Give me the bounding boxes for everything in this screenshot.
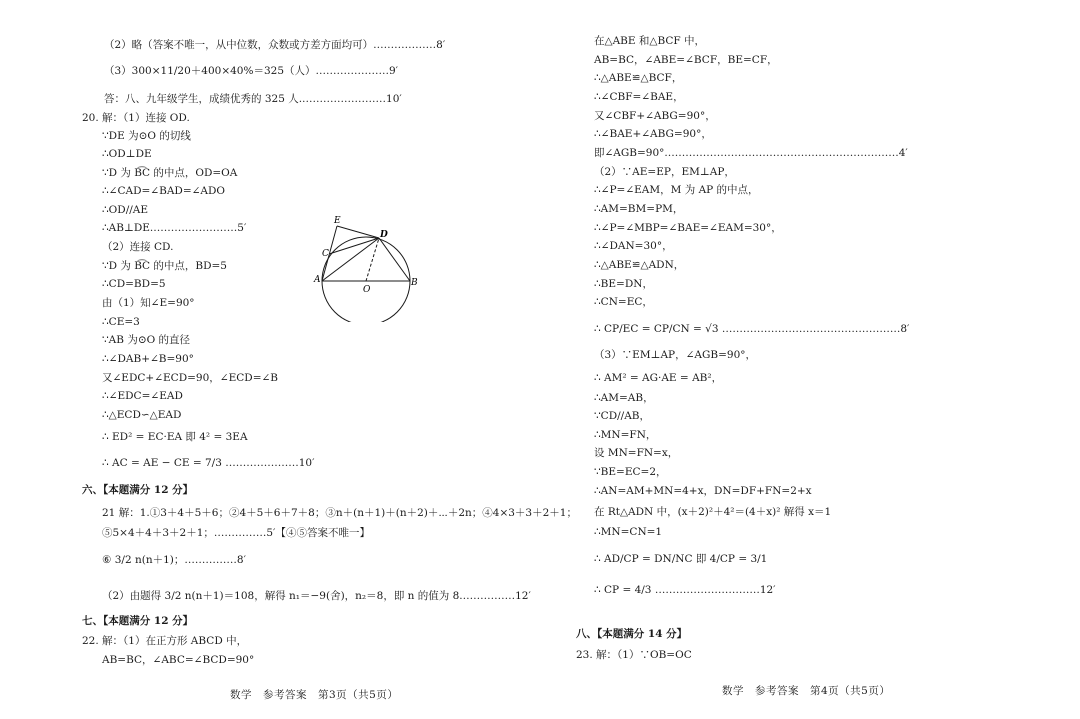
- answer-line: ∴BE=DN，: [594, 278, 653, 290]
- answer-line: （2）∵AE=EP，EM⊥AP，: [594, 166, 735, 178]
- answer-line: ∴AM=AB，: [594, 392, 654, 404]
- answer-line: 21 解：1.①3＋4＋5＋6；②4＋5＋6＋7＋8；③n＋(n＋1)＋(n＋2)＋⋯＋2n；④4×3＋3＋2＋1；: [102, 507, 577, 519]
- answer-line: 又∠CBF+∠ABG=90°，: [594, 110, 716, 122]
- answer-line: ∴ AM² = AG·AE = AB²，: [594, 372, 723, 384]
- right-page: [540, 0, 1080, 719]
- page-footer: 数学 参考答案 第4页（共5页）: [722, 685, 891, 697]
- answer-line: （2）连接 CD.: [102, 241, 174, 253]
- answer-line: ⑥ 3/2 n(n＋1)；……………8′: [102, 554, 246, 566]
- answer-line: 20. 解：（1）连接 OD.: [82, 112, 190, 124]
- answer-line: ∵BE=EC=2，: [594, 466, 667, 478]
- page-footer: 数学 参考答案 第3页（共5页）: [230, 689, 399, 701]
- answer-line: ∴△ABE≌△BCF，: [594, 72, 683, 84]
- answer-line: ∴CD=BD=5: [102, 278, 166, 290]
- line-od: [366, 238, 379, 281]
- answer-line: ⑤5×4＋4＋3＋2＋1；……………5′【④⑤答案不唯一】: [102, 527, 370, 539]
- answer-line: （3）∵EM⊥AP，∠AGB=90°，: [594, 349, 757, 361]
- section-heading: 八、【本题满分 14 分】: [576, 628, 688, 640]
- label-e: E: [334, 216, 341, 226]
- answer-line: ∴OD⊥DE: [102, 148, 152, 160]
- label-c: C: [322, 249, 329, 259]
- answer-line: ∴ CP/EC = CP/CN = √3 ……………………………………………8′: [594, 323, 910, 335]
- answer-line: 22. 解：（1）在正方形 ABCD 中，: [82, 635, 248, 647]
- line-db: [379, 238, 410, 281]
- answer-line: ∵DE 为⊙O 的切线: [102, 130, 191, 142]
- answer-line: 在 Rt△ADN 中，(x＋2)²＋4²＝(4＋x)² 解得 x＝1: [594, 506, 832, 518]
- answer-line: ∴AB⊥DE.……………………5′: [102, 222, 247, 234]
- answer-line: ∴MN=FN，: [594, 429, 657, 441]
- section-heading: 七、【本题满分 12 分】: [82, 615, 194, 627]
- answer-line: ∵CD//AB，: [594, 410, 651, 422]
- answer-line: ∴OD//AE: [102, 204, 149, 216]
- answer-line: 又∠EDC+∠ECD=90，∠ECD=∠B: [102, 372, 279, 384]
- answer-line: ∴∠CAD=∠BAD=∠ADO: [102, 185, 226, 197]
- answer-line: ∵D 为 B͡C 的中点，OD=OA: [102, 167, 238, 179]
- label-d: D: [380, 230, 388, 240]
- answer-line: ∴AN=AM+MN=4+x，DN=DF+FN=2+x: [594, 485, 812, 497]
- answer-line: ∴△ECD∽△EAD: [102, 409, 182, 421]
- answer-line: AB=BC，∠ABE=∠BCF，BE=CF，: [594, 54, 778, 66]
- label-b: B: [411, 278, 418, 288]
- answer-line: ∴∠EDC=∠EAD: [102, 390, 183, 402]
- answer-line: ∴ AC = AE − CE = 7/3 …………………10′: [102, 457, 315, 469]
- answer-line: （2）由题得 3/2 n(n＋1)＝108，解得 n₁＝−9(舍)，n₂＝8，即 n 的值为 8.……………12′: [102, 590, 531, 602]
- answer-line: ∴ AD/CP = DN/NC 即 4/CP = 3/1: [594, 553, 768, 565]
- answer-line: ∴∠P=∠EAM，M 为 AP 的中点，: [594, 184, 759, 196]
- answer-line: ∴ CP = 4/3 …………………………12′: [594, 584, 776, 596]
- answer-line: 23. 解：（1）∵OB=OC: [576, 649, 692, 661]
- line-ad: [322, 238, 379, 281]
- answer-line: ∴△ABE≌△ADN，: [594, 259, 685, 271]
- answer-line: AB=BC，∠ABC=∠BCD=90°: [102, 654, 255, 666]
- answer-line: ∴AM=BM=PM，: [594, 203, 684, 215]
- answer-line: ∴∠CBF=∠BAE，: [594, 91, 684, 103]
- answer-line: ∴∠BAE+∠ABG=90°，: [594, 128, 712, 140]
- geometry-figure: [312, 212, 422, 322]
- section-heading: 六、【本题满分 12 分】: [82, 484, 194, 496]
- answer-line: 答：八、九年级学生，成绩优秀的 325 人.……………………10′: [104, 93, 402, 105]
- label-a: A: [314, 275, 321, 285]
- answer-line: 设 MN=FN=x，: [594, 447, 679, 459]
- answer-line: ∵AB 为⊙O 的直径: [102, 334, 191, 346]
- answer-line: ∴CE=3: [102, 316, 140, 328]
- answer-line: ∵D 为 B͡C 的中点，BD=5: [102, 260, 227, 272]
- answer-line: ∴∠P=∠MBP=∠BAE=∠EAM=30°，: [594, 222, 782, 234]
- answer-line: ∴CN=EC，: [594, 296, 653, 308]
- answer-line: ∴MN=CN=1: [594, 526, 663, 538]
- answer-line: ∴∠DAB+∠B=90°: [102, 353, 194, 365]
- answer-line: 即∠AGB=90°.…………………………………………………………4′: [594, 147, 908, 159]
- answer-line: （3）300×11/20＋400×40%＝325（人）…………………9′: [104, 65, 399, 77]
- answer-line: （2）略（答案不唯一，从中位数，众数或方差方面均可）………………8′: [104, 39, 446, 51]
- answer-line: ∴ ED² = EC·EA 即 4² = 3EA: [102, 431, 248, 443]
- answer-line: ∴∠DAN=30°，: [594, 240, 673, 252]
- answer-line: 在△ABE 和△BCF 中，: [594, 35, 706, 47]
- label-o: O: [363, 285, 371, 295]
- answer-line: 由（1）知∠E=90°: [102, 297, 195, 309]
- line-cd: [329, 238, 379, 254]
- line-ed: [337, 226, 379, 238]
